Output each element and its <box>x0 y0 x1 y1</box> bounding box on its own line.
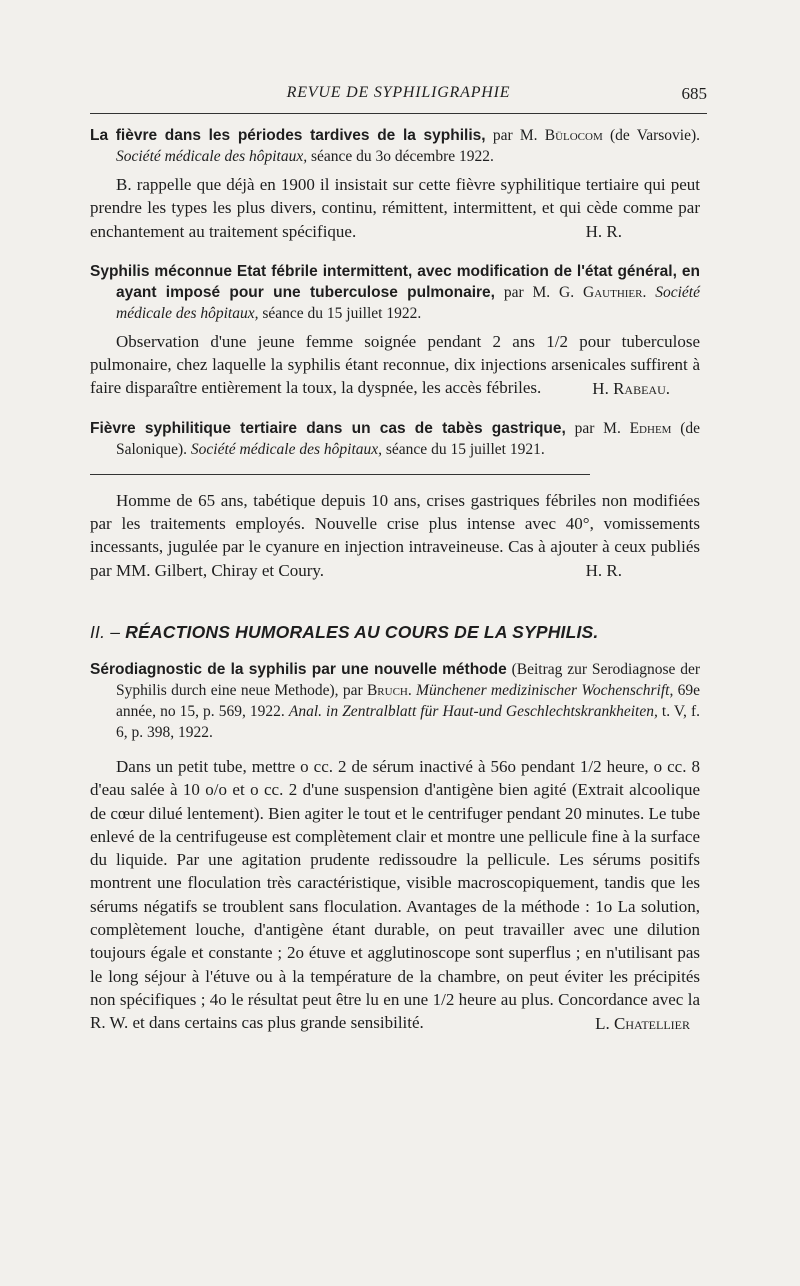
issue-details: 69e année, no 15, p. 569, 1922. <box>116 681 701 720</box>
signature: H. R. <box>585 221 622 241</box>
header-rule <box>90 113 707 114</box>
signature-name: Chatellier <box>614 1013 690 1033</box>
session-date: séance du 15 juillet 1922. <box>262 304 422 322</box>
ref-prefix: par M. <box>492 127 538 144</box>
entry-title: Fièvre syphilitique tertiaire dans un cas de tabès gastrique, <box>90 419 566 437</box>
entry-title: Sérodiagnostic de la syphilis par une nouvelle méthode <box>90 660 507 678</box>
volume-details: t. V, f. 6, p. 398, 1922. <box>116 702 701 741</box>
entry-heading <box>90 261 700 324</box>
author-name: Bruch. <box>366 681 412 699</box>
journal-name: Société médicale des hôpitaux, <box>116 148 308 165</box>
running-title: REVUE DE SYPHILIGRAPHIE <box>286 84 511 101</box>
section-heading <box>90 622 700 643</box>
entry-divider <box>90 474 590 475</box>
author-name: Bülocom <box>544 127 603 144</box>
ref-prefix: par M. G. <box>503 283 575 301</box>
session-date: séance du 3o décembre 1922. <box>310 148 494 165</box>
author-location: (de Varsovie). <box>609 127 700 144</box>
section-number: II. – <box>90 621 121 642</box>
session-date: séance du 15 juillet 1921. <box>385 440 545 458</box>
entry-body-text: Observation d'une jeune femme soignée pendant 2 ans 1/2 pour tuberculose pulmonaire, chez laquelle la syphilis étant reconnue, dix injections arsenicales suffirent à faire disparaître entièrement la toux, la dyspnée, les accès fébriles. <box>90 331 700 398</box>
author-location: (de Salonique). <box>116 419 701 458</box>
signature <box>595 1012 690 1035</box>
abstract-entry <box>90 659 700 1035</box>
running-head <box>90 84 707 110</box>
entry-heading <box>90 418 700 460</box>
entry-body-text: Dans un petit tube, mettre o cc. 2 de sérum inactivé à 56o pendant 1/2 heure, o cc. 8 d'eau salée à 10 o/o et o cc. 2 d'une suspension d'antigène bien agité (Extrait alcoolique de cœur dilué lentement). Bien agiter le tout et le centrifuger pendant 20 minutes. Le tube enlevé de la centrifugeuse est complètement clair et montre une pellicule fine à la surface du liquide. Par une agitation prudente redissoudre la pellicule. Les sérums positifs montrent une floculation très caractéristique, visible macroscopiquement, tandis que les sérums négatifs se troublent sans floculation. Avantages de la méthode : 1o La solution, complètement louche, d'antigène étant durable, on peut travailler avec une dilution toujours égale et constante ; 2o étuve et agglutinoscope sont superflus ; en n'utilisant pas le long séjour à l'étuve ou à la température de la chambre, on peut éviter les précipités non spécifiques ; 4o le résultat peut être lu en une 1/2 heure au plus. Concordance avec la R. W. et dans certains cas plus grande sensibilité. <box>90 756 700 1033</box>
author-name: Gauthier. <box>583 283 647 301</box>
abstract-entry <box>90 418 700 582</box>
entry-heading <box>90 659 700 743</box>
section-title: RÉACTIONS HUMORALES AU COURS DE LA SYPHILIS. <box>125 621 599 642</box>
entry-body-text: B. rappelle que déjà en 1900 il insistait sur cette fièvre syphilitique tertiaire qui peut prendre les types les plus divers, continu, rémittent, intermittent, et qui cède comme par enchantement au traitement spécifique. <box>90 175 700 241</box>
entry-heading <box>90 125 700 167</box>
author-name: Edhem <box>629 419 672 437</box>
entry-title: La fièvre dans les périodes tardives de la syphilis, <box>90 127 486 144</box>
page-content <box>90 125 700 1035</box>
signature-initial: L. <box>595 1013 610 1033</box>
signature <box>592 377 670 400</box>
entry-body-text: Homme de 65 ans, tabétique depuis 10 ans, crises gastriques fébriles non modifiées par les traitements employés. Nouvelle crise plus intense avec 40°, vomissements incessants, jugulée par le cyanure en injection intraveineuse. Cas à ajouter à ceux publiés par MM. Gilbert, Chiray et Coury. <box>90 490 700 580</box>
entry-body <box>90 755 700 1035</box>
journal-name: Société médicale des hôpitaux, <box>190 440 383 458</box>
abstract-entry <box>90 261 700 400</box>
abstract-entry <box>90 125 700 243</box>
journal-name: Société médicale des hôpitaux, <box>116 283 700 322</box>
original-title: (Beitrag zur Serodiagnose der Syphilis durch eine neue Methode), par <box>116 660 700 699</box>
page-number: 685 <box>681 84 707 103</box>
journal-name-2: Zentralblatt für Haut-und Geschlechtskrankheiten, <box>342 702 658 720</box>
signature: H. R. <box>585 560 622 580</box>
anal-label: Anal. in <box>288 702 339 720</box>
signature-name: Rabeau. <box>613 378 670 398</box>
entry-title: Syphilis méconnue Etat fébrile intermittent, avec modification de l'état général, en ayant imposé pour une tuberculose pulmonaire, <box>90 262 700 301</box>
journal-name: Münchener medizinischer Wochenschrift, <box>416 681 674 699</box>
signature-initial: H. <box>592 378 609 398</box>
ref-prefix: par M. <box>574 419 621 437</box>
